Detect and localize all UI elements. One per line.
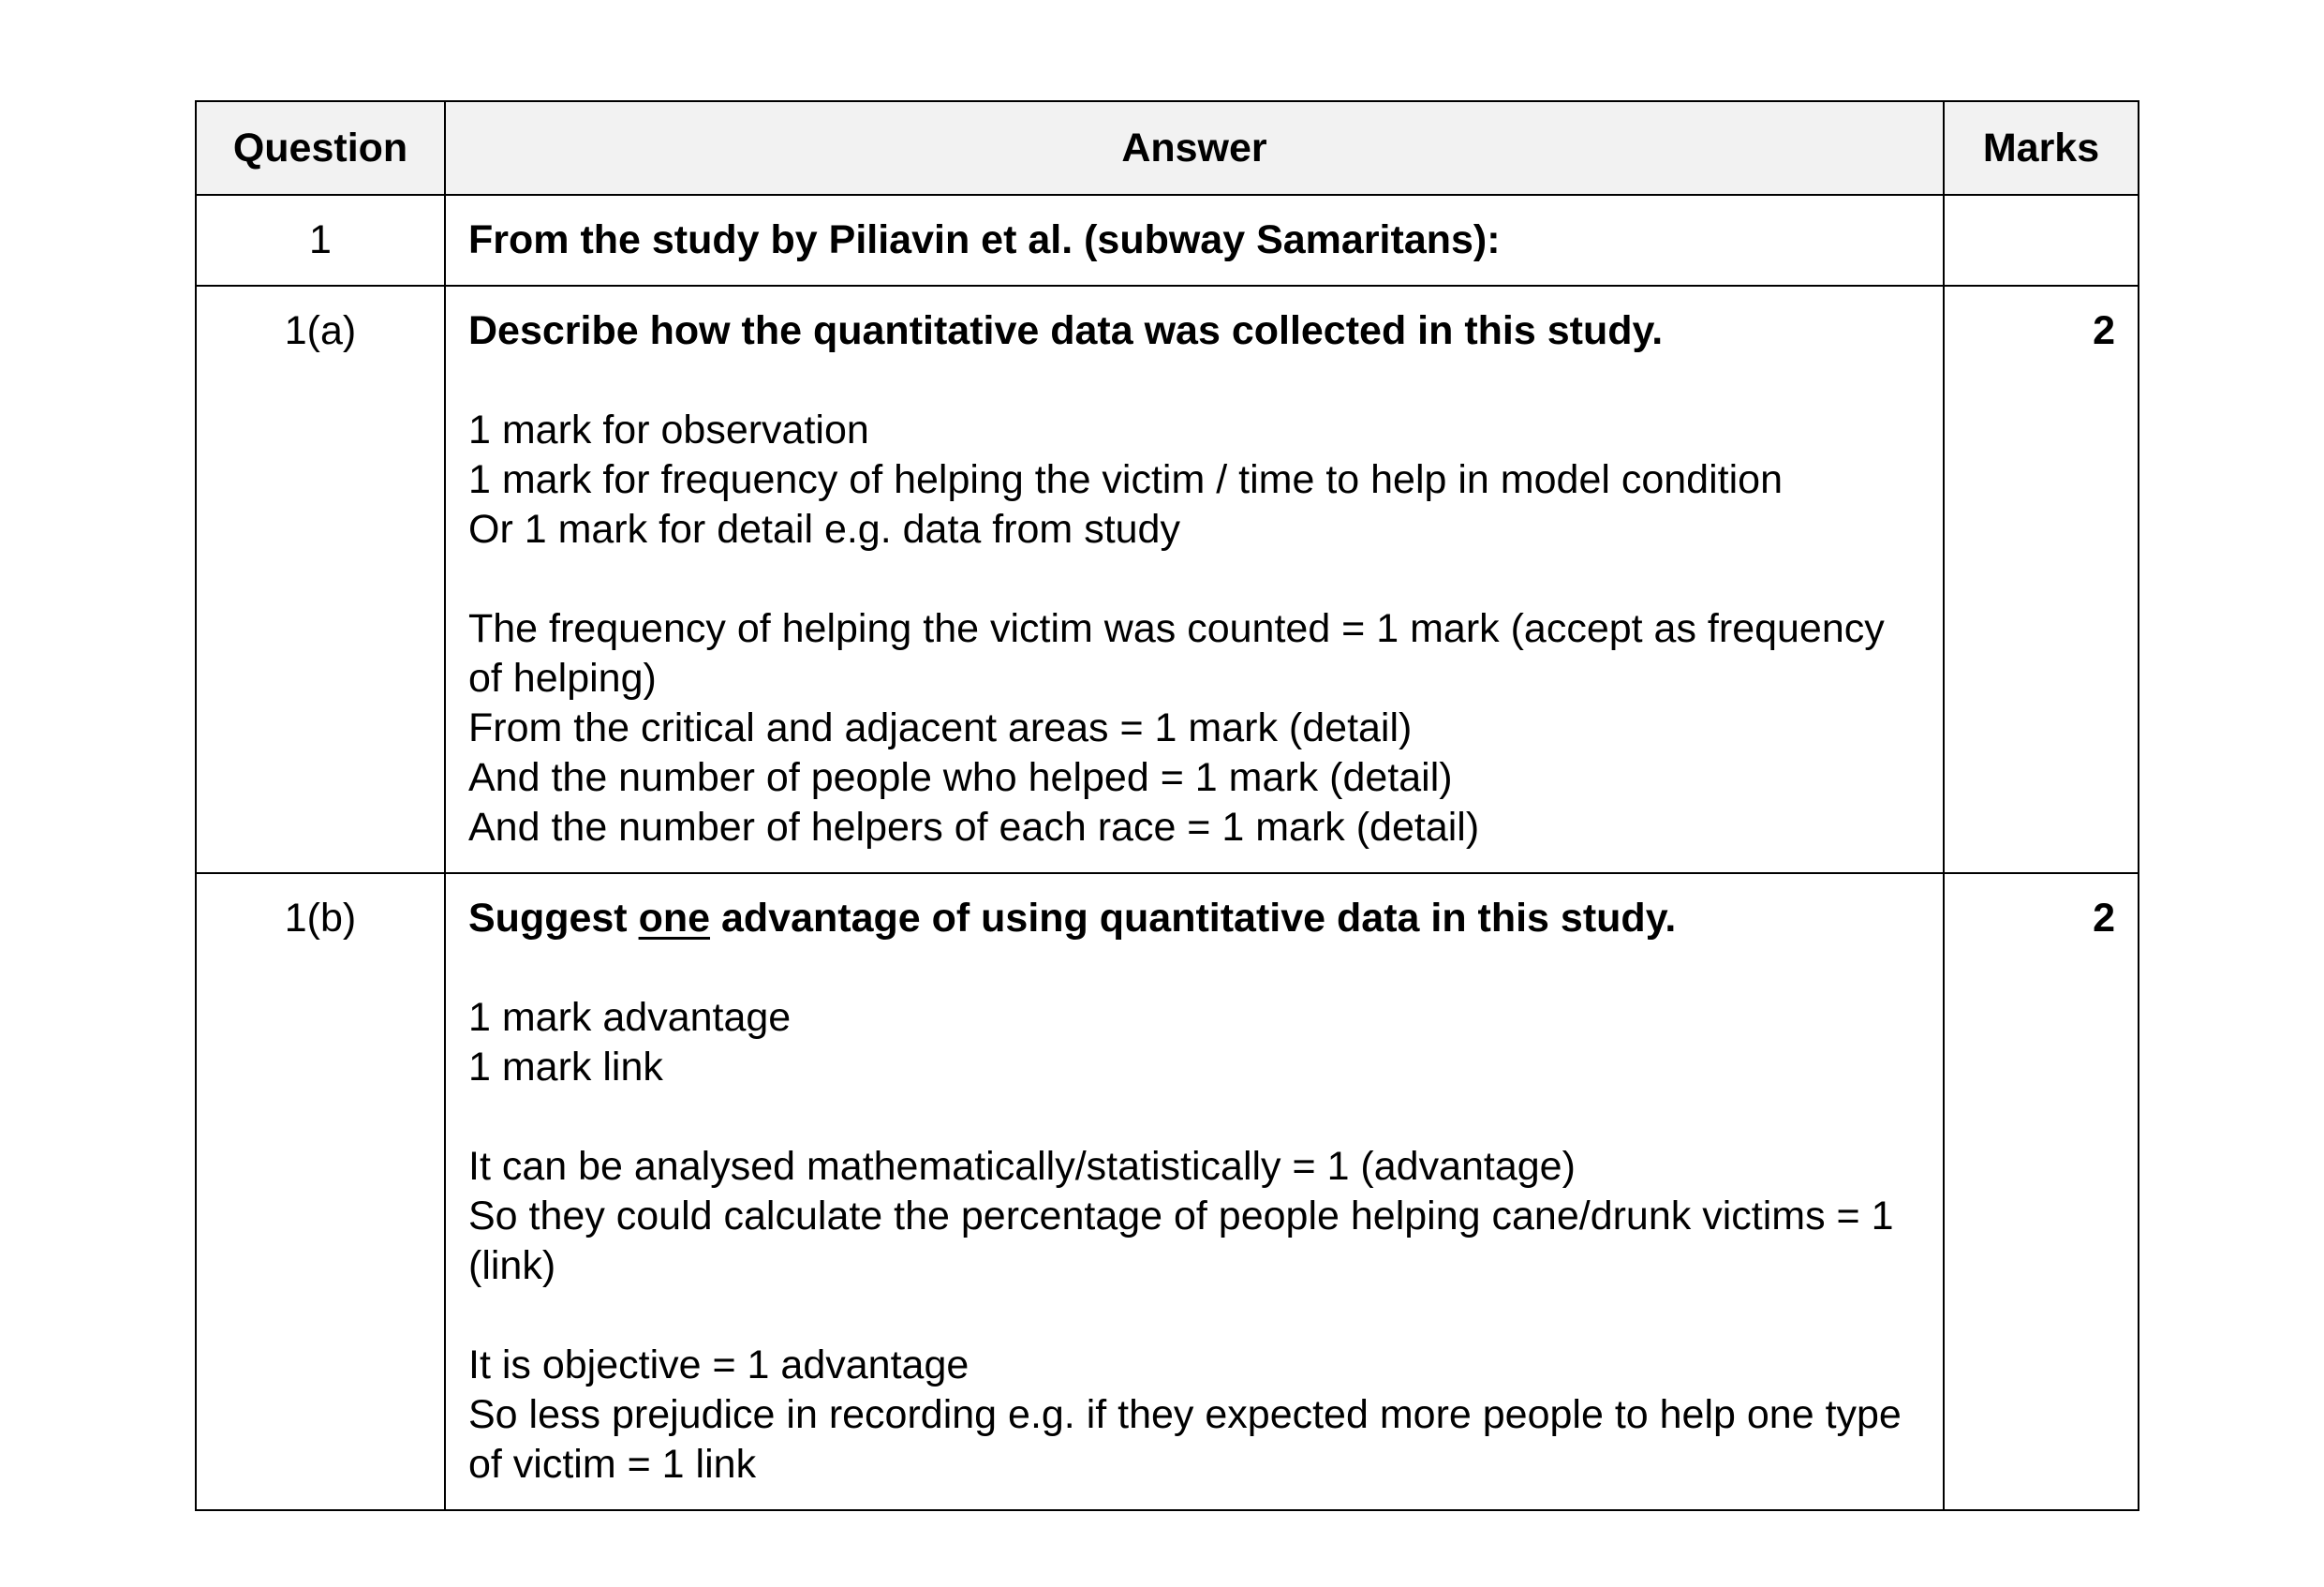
header-marks: Marks: [1944, 101, 2139, 195]
header-question: Question: [196, 101, 445, 195]
prompt-end: advantage of using quantitative data in this study.: [710, 896, 1677, 941]
example-line: The frequency of helping the victim was counted = 1 mark (accept as frequency of helping): [468, 606, 1885, 701]
example-line: From the critical and adjacent areas = 1 mark (detail): [468, 705, 1413, 750]
answer-cell: [445, 286, 1944, 873]
scheme-block: [468, 406, 1920, 555]
example-line: It is objective = 1 advantage: [468, 1342, 970, 1387]
example-line: So they could calculate the percentage of people helping cane/drunk victims = 1 (link): [468, 1194, 1894, 1288]
question-number: 1(b): [196, 873, 445, 1510]
scheme-line: 1 mark advantage: [468, 995, 792, 1040]
example-line: And the number of people who helped = 1 mark (detail): [468, 755, 1453, 800]
scheme-line: 1 mark for frequency of helping the victim / time to help in model condition: [468, 457, 1783, 502]
prompt-underlined-word: one: [638, 896, 711, 941]
example-line: So less prejudice in recording e.g. if they expected more people to help one type of victim = 1 link: [468, 1392, 1902, 1487]
example-block: [468, 1341, 1920, 1490]
intro-text: [445, 195, 1944, 286]
prompt-start: Suggest: [468, 896, 639, 941]
answer-cell: [445, 873, 1944, 1510]
header-answer: Answer: [445, 101, 1944, 195]
question-prompt: [468, 894, 1920, 943]
example-block: [468, 604, 1920, 853]
marks-cell: 2: [1944, 873, 2139, 1510]
mark-scheme-table: [195, 100, 2139, 1511]
example-block: [468, 1142, 1920, 1291]
marks-cell: [1944, 195, 2139, 286]
scheme-block: [468, 993, 1920, 1092]
question-number: 1(a): [196, 286, 445, 873]
table-row-1a: [196, 286, 2139, 873]
marks-cell: 2: [1944, 286, 2139, 873]
question-number: 1: [196, 195, 445, 286]
scheme-line: 1 mark link: [468, 1045, 663, 1090]
example-line: It can be analysed mathematically/statistically = 1 (advantage): [468, 1144, 1576, 1189]
example-line: And the number of helpers of each race = 1 mark (detail): [468, 805, 1480, 850]
intro-lead: From the study by Piliavin et al. (subway Samaritans):: [468, 217, 1501, 262]
question-prompt: Describe how the quantitative data was collected in this study.: [468, 308, 1664, 353]
scheme-line: 1 mark for observation: [468, 408, 869, 452]
header-row: [196, 101, 2139, 195]
table-row-1b: [196, 873, 2139, 1510]
scheme-line: Or 1 mark for detail e.g. data from study: [468, 507, 1180, 552]
table-row-intro: [196, 195, 2139, 286]
